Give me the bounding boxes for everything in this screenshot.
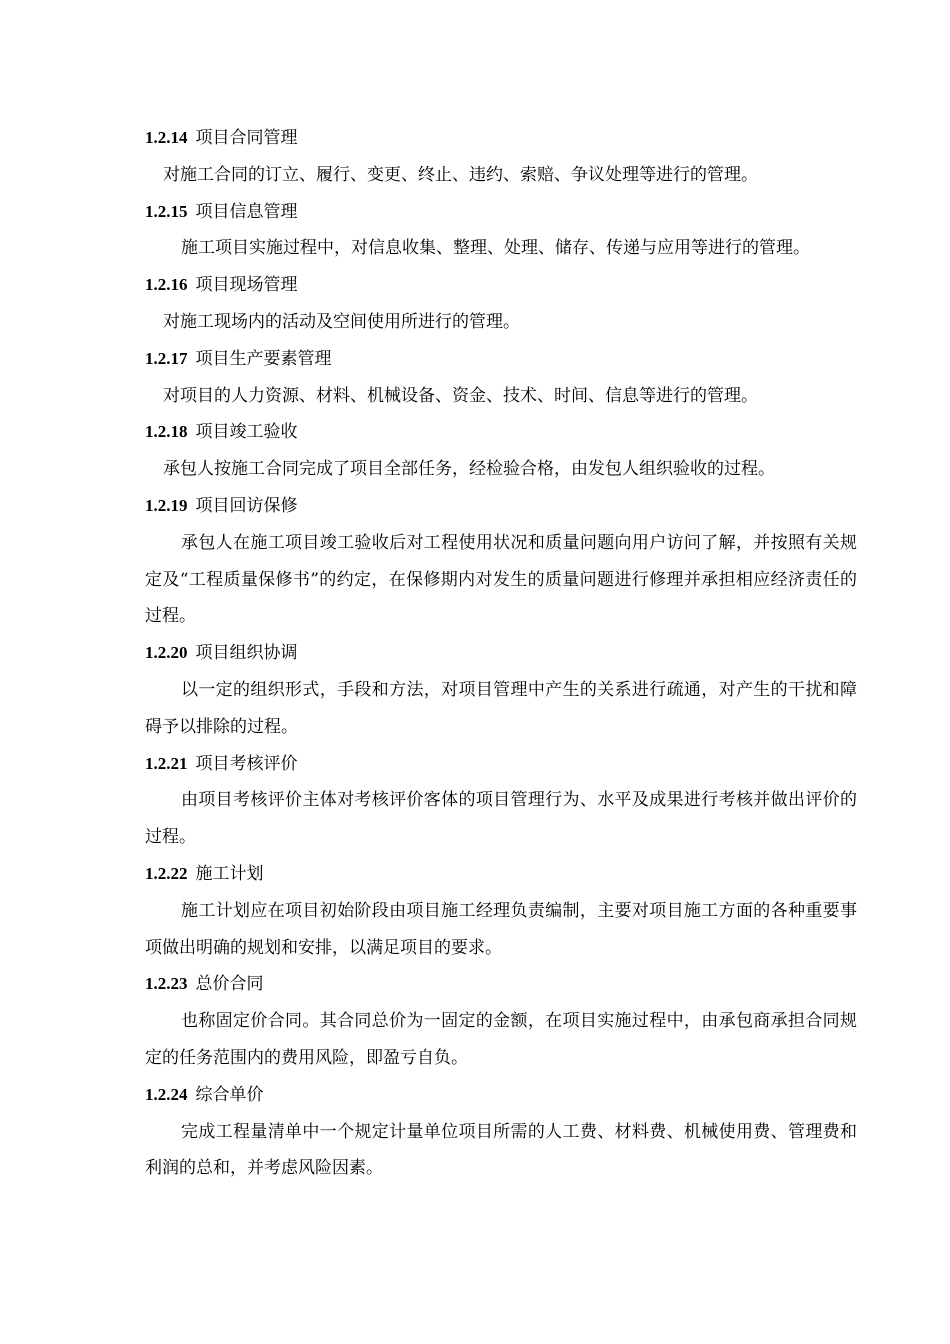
section-body: 以一定的组织形式，手段和方法，对项目管理中产生的关系进行疏通，对产生的干扰和障碍予以排除的过程。 [145, 679, 857, 737]
section-title: 项目回访保修 [195, 495, 298, 516]
section-title: 总价合同 [195, 974, 264, 995]
section-body: 施工计划应在项目初始阶段由项目施工经理负责编制，主要对项目施工方面的各种重要事项做出明确的规划和安排，以满足项目的要求。 [145, 900, 857, 958]
section-number: 1.2.17 [145, 348, 188, 368]
section-number: 1.2.14 [145, 128, 188, 147]
section-body: 承包人在施工项目竣工验收后对工程使用状况和质量问题向用户访问了解，并按照有关规定及“工程质量保修书”的约定，在保修期内对发生的质量问题进行修理并承担相应经济责任的过程。 [145, 532, 857, 627]
section-title: 项目组织协调 [195, 643, 298, 664]
section-number: 1.2.18 [145, 422, 188, 442]
section-body: 承包人按施工合同完成了项目全部任务，经检验合格，由发包人组织验收的过程。 [163, 459, 775, 480]
document-page [145, 120, 857, 1187]
section-heading [145, 1077, 857, 1114]
section-heading [145, 856, 857, 893]
section-title: 项目生产要素管理 [195, 348, 332, 369]
section-number: 1.2.23 [145, 974, 188, 994]
section-number: 1.2.19 [145, 495, 188, 515]
section-number: 1.2.24 [145, 1084, 188, 1104]
section-title: 项目现场管理 [195, 275, 298, 296]
section-body: 对施工合同的订立、履行、变更、终止、违约、索赔、争议处理等进行的管理。 [163, 164, 758, 185]
section-title: 项目合同管理 [195, 128, 298, 148]
section-1-2-18 [145, 414, 857, 488]
section-body: 由项目考核评价主体对考核评价客体的项目管理行为、水平及成果进行考核并做出评价的过程。 [145, 790, 857, 848]
section-heading [145, 746, 857, 783]
section-title: 综合单价 [195, 1084, 264, 1105]
section-number: 1.2.15 [145, 201, 188, 221]
section-title: 项目信息管理 [195, 201, 298, 222]
section-1-2-23 [145, 966, 857, 1076]
section-body: 对施工现场内的活动及空间使用所进行的管理。 [163, 311, 520, 332]
section-1-2-21 [145, 746, 857, 856]
section-heading [145, 966, 857, 1003]
section-heading [145, 488, 857, 525]
section-title: 项目考核评价 [195, 753, 298, 774]
section-number: 1.2.20 [145, 643, 188, 663]
section-title: 施工计划 [195, 863, 264, 884]
section-body: 施工项目实施过程中，对信息收集、整理、处理、储存、传递与应用等进行的管理。 [181, 238, 810, 259]
section-1-2-20 [145, 635, 857, 745]
section-body: 对项目的人力资源、材料、机械设备、资金、技术、时间、信息等进行的管理。 [163, 385, 758, 406]
section-1-2-15 [145, 194, 857, 268]
section-heading [145, 267, 857, 304]
section-heading [145, 120, 857, 157]
section-number: 1.2.22 [145, 863, 188, 883]
section-1-2-14 [145, 120, 857, 194]
section-1-2-17 [145, 341, 857, 415]
section-number: 1.2.16 [145, 275, 188, 295]
section-heading [145, 414, 857, 451]
section-title: 项目竣工验收 [195, 422, 298, 443]
section-1-2-22 [145, 856, 857, 966]
section-1-2-19 [145, 488, 857, 635]
section-body: 完成工程量清单中一个规定计量单位项目所需的人工费、材料费、机械使用费、管理费和利润的总和，并考虑风险因素。 [145, 1121, 857, 1179]
section-body: 也称固定价合同。其合同总价为一固定的金额，在项目实施过程中，由承包商承担合同规定的任务范围内的费用风险，即盈亏自负。 [145, 1011, 857, 1068]
section-heading [145, 341, 857, 378]
section-1-2-24 [145, 1077, 857, 1187]
section-heading [145, 635, 857, 672]
section-number: 1.2.21 [145, 753, 188, 773]
section-1-2-16 [145, 267, 857, 341]
section-heading [145, 194, 857, 231]
